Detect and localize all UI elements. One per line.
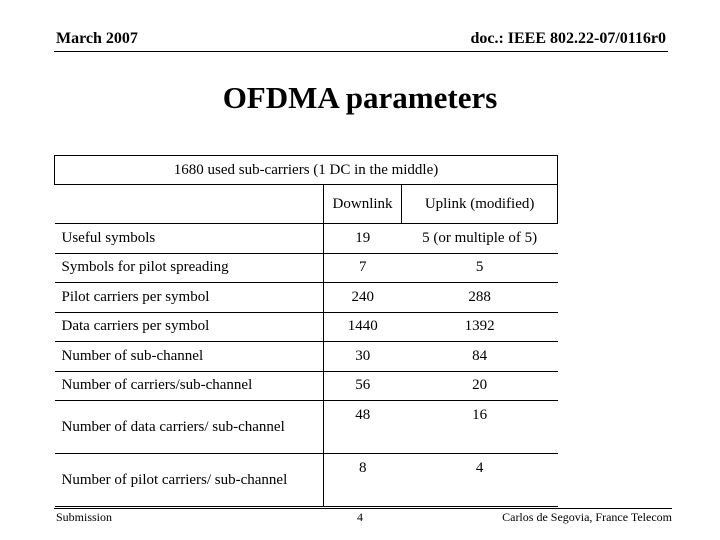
table-row bbox=[55, 224, 558, 254]
table-span-header-row bbox=[55, 156, 558, 185]
row-downlink: 56 bbox=[323, 371, 401, 401]
row-uplink: 16 bbox=[402, 401, 558, 454]
table-row bbox=[55, 253, 558, 283]
header-doc-id: doc.: IEEE 802.22-07/0116r0 bbox=[470, 30, 666, 47]
footer-submission: Submission bbox=[56, 510, 113, 524]
row-uplink: 5 (or multiple of 5) bbox=[402, 224, 558, 254]
row-downlink: 30 bbox=[323, 342, 401, 372]
table-row bbox=[55, 312, 558, 342]
row-uplink: 5 bbox=[402, 253, 558, 283]
slide-title: OFDMA parameters bbox=[222, 80, 498, 115]
row-uplink: 84 bbox=[402, 342, 558, 372]
row-label: Symbols for pilot spreading bbox=[55, 253, 324, 283]
column-header-label bbox=[55, 185, 324, 224]
table-row bbox=[55, 283, 558, 313]
column-header-uplink: Uplink (modified) bbox=[402, 185, 558, 224]
row-label: Number of carriers/sub-channel bbox=[55, 371, 324, 401]
parameters-table bbox=[54, 155, 558, 507]
row-downlink: 240 bbox=[323, 283, 401, 313]
table-row bbox=[55, 401, 558, 454]
row-uplink: 20 bbox=[402, 371, 558, 401]
row-label: Pilot carriers per symbol bbox=[55, 283, 324, 313]
row-label: Data carriers per symbol bbox=[55, 312, 324, 342]
table-row bbox=[55, 342, 558, 372]
column-header-downlink: Downlink bbox=[323, 185, 401, 224]
row-downlink: 1440 bbox=[323, 312, 401, 342]
row-downlink: 7 bbox=[323, 253, 401, 283]
table-column-header-row bbox=[55, 185, 558, 224]
footer-divider bbox=[54, 508, 672, 509]
header-divider bbox=[54, 51, 668, 52]
row-downlink: 8 bbox=[323, 454, 401, 507]
row-label: Useful symbols bbox=[55, 224, 324, 254]
table-row bbox=[55, 371, 558, 401]
row-uplink: 288 bbox=[402, 283, 558, 313]
page-number: 4 bbox=[357, 510, 363, 524]
row-downlink: 19 bbox=[323, 224, 401, 254]
table-span-header: 1680 used sub-carriers (1 DC in the middle) bbox=[55, 156, 558, 185]
row-label: Number of data carriers/ sub-channel bbox=[55, 401, 324, 454]
row-label: Number of sub-channel bbox=[55, 342, 324, 372]
table-row bbox=[55, 454, 558, 507]
row-uplink: 1392 bbox=[402, 312, 558, 342]
row-label: Number of pilot carriers/ sub-channel bbox=[55, 454, 324, 507]
header-date: March 2007 bbox=[56, 30, 138, 47]
footer-author: Carlos de Segovia, France Telecom bbox=[502, 510, 672, 524]
row-uplink: 4 bbox=[402, 454, 558, 507]
row-downlink: 48 bbox=[323, 401, 401, 454]
